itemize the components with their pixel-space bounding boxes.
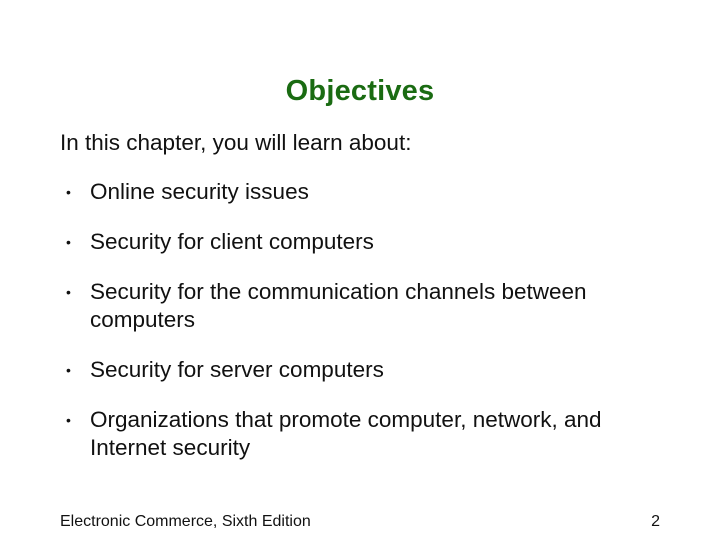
footer-book-title: Electronic Commerce, Sixth Edition [60,513,311,530]
bullet-icon: • [66,184,71,200]
intro-text: In this chapter, you will learn about: [60,130,412,155]
list-item [60,228,680,256]
list-item-text: Security for the communication channels between computers [90,279,587,332]
objectives-list [60,178,680,484]
list-item-text: Organizations that promote computer, network, and Internet security [90,407,602,460]
slide-title-text: Objectives [285,75,435,107]
list-item [60,178,680,206]
list-item-text: Security for server computers [90,357,384,382]
page-number: 2 [651,513,660,530]
bullet-icon: • [66,284,71,300]
list-item [60,356,680,384]
bullet-icon: • [66,362,71,378]
list-item-text: Online security issues [90,179,309,204]
list-item-text: Security for client computers [90,229,374,254]
slide-title [0,75,720,108]
list-item [60,278,680,334]
bullet-icon: • [66,234,71,250]
list-item [60,406,680,462]
bullet-icon: • [66,412,71,428]
